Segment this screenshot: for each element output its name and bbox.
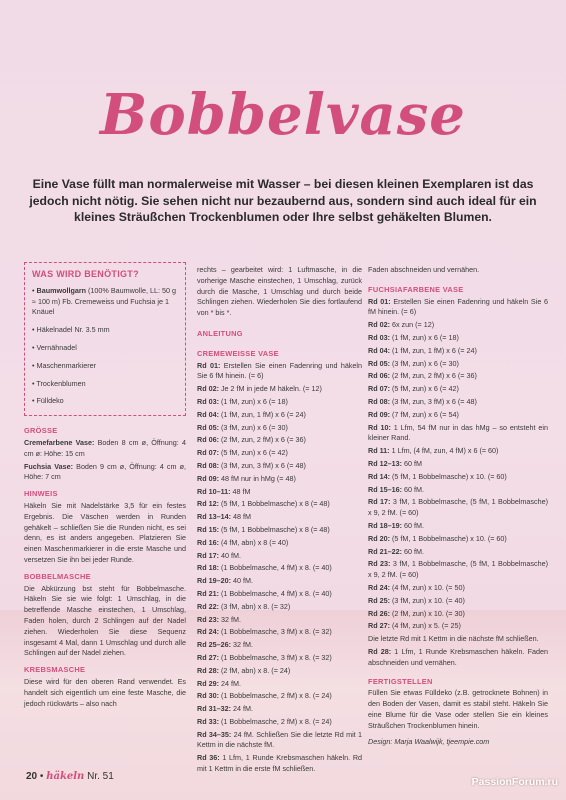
- row-label: Rd 26:: [368, 608, 390, 618]
- row-label: Rd 28:: [197, 665, 219, 675]
- row-label: Rd 23:: [368, 559, 391, 569]
- instruction-row: [368, 297, 548, 319]
- row-text: (1 Bobbelmasche, 4 fM) x 8. (= 40): [218, 588, 332, 598]
- size-heading: GRÖSSE: [24, 426, 58, 436]
- materials-yarn: • Baumwollgarn (100% Baumwolle, LL: 50 g ≈ 100 m) Fb. Cremeweiss und Fuchsia je 1 Knäuel: [32, 285, 176, 317]
- instruction-row: [197, 563, 362, 574]
- row-label: Rd 23:: [197, 614, 219, 624]
- row-label: Rd 04:: [368, 345, 390, 355]
- row-label: Rd 16:: [197, 537, 219, 547]
- row-text: 60 fM.: [401, 520, 424, 530]
- row-label: Rd 06:: [197, 435, 219, 445]
- row-text: (1 fM, zun, 1 fM) x 6 (= 24): [218, 409, 306, 419]
- row-text: 1 Lfm, (4 fM, zun, 4 fM) x 6 (= 60): [389, 446, 499, 456]
- instruction-row: [197, 474, 362, 485]
- instruction-row: [197, 704, 362, 715]
- row-text: (3 fM, zun, 3 fM) x 6 (= 48): [218, 460, 306, 470]
- instruction-row: [368, 497, 548, 519]
- instruction-row: [368, 333, 548, 344]
- row-text: (4 fM, zun) x 5. (= 25): [389, 621, 461, 631]
- row-label: Rd 15–16:: [368, 484, 402, 494]
- row-text: Erstellen Sie einen Fadenring und häkeln Sie 6 fM hinein. (= 6): [368, 296, 548, 317]
- row-label: Rd 21:: [197, 588, 219, 598]
- instruction-row: [197, 666, 362, 677]
- instruction-row: [368, 634, 548, 645]
- row-label: Rd 15:: [197, 524, 219, 534]
- row-label: Rd 05:: [197, 422, 219, 432]
- row-label: Rd 29:: [197, 678, 219, 688]
- instruction-row: [197, 499, 362, 510]
- row-text: 40 fM.: [230, 576, 253, 586]
- instruction-row: [368, 547, 548, 558]
- row-label: Rd 09:: [197, 473, 219, 483]
- row-label: Rd 05:: [368, 358, 390, 368]
- row-label: Rd 33:: [197, 716, 219, 726]
- row-text: (1 fM, zun) x 6 (= 18): [218, 396, 288, 406]
- row-label: Rd 12–13:: [368, 458, 402, 468]
- instruction-row: [368, 596, 548, 607]
- instruction-row: [197, 538, 362, 549]
- krebs-text: Diese wird für den oberen Rand verwendet. Es handelt sich eigentlich um eine feste Masche, die jedoch rückwärts – also nach: [24, 676, 186, 708]
- instruction-row: [197, 461, 362, 472]
- row-label: Rd 34–35:: [197, 729, 232, 739]
- instruction-row: [368, 609, 548, 620]
- instruction-row: [368, 423, 548, 445]
- column-2: [197, 265, 362, 777]
- row-text: 1 Lfm, 54 fM nur in das hMg – so entsteht ein kleiner Rand.: [368, 422, 548, 443]
- row-text: (2 fM, abn) x 8. (= 24): [218, 665, 291, 675]
- row-text: 60 fM.: [401, 546, 424, 556]
- row-text: 48 fM: [230, 512, 251, 522]
- row-text: (1 Bobbelmasche, 3 fM) x 8. (= 32): [218, 627, 332, 637]
- instruction-row: [197, 551, 362, 562]
- materials-heading: WAS WIRD BENÖTIGT?: [32, 269, 139, 279]
- magazine-name: häkeln: [46, 771, 85, 782]
- instruction-row: [368, 359, 548, 370]
- row-label: Rd 36:: [197, 753, 220, 763]
- row-label: Rd 14:: [368, 471, 390, 481]
- materials-item: • Häkelnadel Nr. 3.5 mm: [32, 325, 110, 335]
- instruction-row: [368, 521, 548, 532]
- row-label: Rd 13–14:: [197, 512, 231, 522]
- row-text: (2 fM, zun, 2 fM) x 6 (= 36): [389, 371, 477, 381]
- row-text: 40 fM.: [218, 550, 241, 560]
- row-text: (3 fM, zun) x 6 (= 30): [389, 358, 459, 368]
- row-label: Rd 25:: [368, 595, 390, 605]
- bobble-heading: BOBBELMASCHE: [24, 571, 91, 581]
- hint-heading: HINWEIS: [24, 489, 58, 499]
- row-text: 24 fM.: [218, 678, 241, 688]
- row-label: Rd 12:: [197, 499, 219, 509]
- row-text: (2 fM, zun, 2 fM) x 6 (= 36): [218, 435, 306, 445]
- instruction-row: [368, 583, 548, 594]
- row-label: Rd 06:: [368, 371, 390, 381]
- row-text: 48 fM: [230, 486, 251, 496]
- materials-item: • Trockenblumen: [32, 378, 86, 388]
- row-label: Rd 03:: [368, 332, 390, 342]
- instruction-row: [368, 397, 548, 408]
- instruction-row: [368, 410, 548, 421]
- instruction-row: [197, 753, 362, 775]
- row-text: (5 fM, 1 Bobbelmasche) x 10. (= 60): [389, 471, 507, 481]
- row-text: 6x zun (= 12): [389, 320, 435, 330]
- row-label: Rd 28:: [368, 646, 392, 656]
- instruction-row: [368, 459, 548, 470]
- instruction-row: [197, 423, 362, 434]
- row-label: Rd 24:: [197, 627, 219, 637]
- row-text: 24 fM. Schließen Sie die letzte Rd mit 1 Kettm in die nächste fM.: [197, 729, 362, 750]
- instruction-row: [197, 435, 362, 446]
- row-text: 32 fM.: [230, 640, 253, 650]
- row-text: (3 fM, abn) x 8. (= 32): [218, 601, 291, 611]
- row-text: (1 fM, zun, 1 fM) x 6 (= 24): [389, 345, 477, 355]
- row-text: (5 fM, 1 Bobbelmasche) x 8 (= 48): [218, 524, 330, 534]
- row-label: Rd 08:: [197, 460, 219, 470]
- row-label: Rd 02:: [368, 320, 390, 330]
- row-text: (3 fM, zun) x 6 (= 30): [218, 422, 288, 432]
- issue-number: Nr. 51: [87, 771, 114, 782]
- instruction-row: [368, 346, 548, 357]
- row-text: Erstellen Sie einen Fadenring und häkeln Sie 6 fM hinein. (= 6): [197, 360, 362, 381]
- row-label: Rd 22:: [197, 601, 219, 611]
- column-1: [24, 262, 186, 711]
- row-text: (5 fM, zun) x 6 (= 42): [389, 384, 459, 394]
- intro-text: Eine Vase füllt man normalerweise mit Wasser – bei diesen kleinen Exemplaren ist das jedoch nicht nötig. Sie sehen nicht nur bezaubernd aus, sondern sind auch ideal für ein kleines Sträußchen Trockenblumen oder Ihre selbst gehäkelten Blumen.: [29, 177, 537, 224]
- row-label: Rd 21–22:: [368, 546, 402, 556]
- row-text: 1 Lfm, 1 Runde Krebsmaschen häkeln. Rd mit 1 Kettm in die erste fM schließen.: [197, 753, 363, 774]
- row-label: Rd 10–11:: [197, 486, 231, 496]
- row-text: Je 2 fM in jede M häkeln. (= 12): [218, 384, 322, 394]
- cream-heading: CREMEWEISSE VASE: [197, 348, 279, 358]
- anleitung-heading: ANLEITUNG: [197, 328, 243, 338]
- instruction-row: [197, 640, 362, 651]
- row-text: (1 Bobbelmasche, 4 fM) x 8. (= 40): [218, 563, 332, 573]
- row-text: 1 Lfm, 1 Runde Krebsmaschen häkeln. Faden abschneiden und vernähen.: [368, 646, 548, 667]
- row-label: Rd 31–32:: [197, 704, 231, 714]
- row-label: Rd 04:: [197, 409, 219, 419]
- row-label: Rd 24:: [368, 582, 390, 592]
- instruction-row: [368, 446, 548, 457]
- instruction-row: [197, 615, 362, 626]
- row-label: Rd 09:: [368, 409, 390, 419]
- instruction-row: [197, 691, 362, 702]
- page-footer: [26, 771, 114, 782]
- instruction-row: [197, 653, 362, 664]
- row-label: Rd 27:: [197, 652, 219, 662]
- materials-box: [24, 262, 186, 416]
- row-label: Rd 25–26:: [197, 640, 231, 650]
- row-text: 32 fM.: [218, 614, 241, 624]
- page-title: Bobbelvase: [100, 82, 466, 148]
- row-label: Rd 27:: [368, 621, 390, 631]
- size-fuchsia: Fuchsia Vase: Boden 9 cm ø, Öffnung: 4 cm ø, Höhe: 7 cm: [24, 461, 186, 482]
- instruction-row: [197, 730, 362, 752]
- row-label: Rd 19–20:: [197, 576, 231, 586]
- bobble-text: Die Abkürzung bst steht für Bobbelmasche. Häkeln Sie sie wie folgt: 1 Umschlag, in die betreffende Masche einstechen, 1 Umschlag, Faden holen, durch 2 Schlingen auf der Nadel ziehen. Wiederholen Sie diese Sequenz insgesamt 4 Mal, dann 1 Umschlag und durch alle Schlingen auf der Nadel ziehen.: [24, 583, 186, 658]
- row-text: (2 fM, zun) x 10. (= 30): [389, 608, 465, 618]
- row-text: 24 fM.: [230, 704, 253, 714]
- instruction-row: [197, 487, 362, 498]
- row-text: 3 fM, 1 Bobbelmasche, (5 fM, 1 Bobbelmasche) x 9, 2 fM. (= 60): [368, 497, 548, 518]
- design-credit: Design: Marja Waalwijk, tjeempie.com: [368, 737, 490, 747]
- krebs-heading: KREBSMASCHE: [24, 665, 86, 675]
- row-text: (1 fM, zun) x 6 (= 18): [389, 332, 459, 342]
- instruction-row: [368, 320, 548, 331]
- row-text: (5 fM, 1 Bobbelmasche) x 10. (= 60): [389, 533, 507, 543]
- instruction-row: [197, 512, 362, 523]
- finishing-text: Füllen Sie etwas Fülldeko (z.B. getrocknete Bohnen) in den Boden der Vasen, damit es stabil steht. Häkeln Sie eine Blume für die Vase oder stellen Sie ein kleines Sträußchen Trockenblumen hinein.: [368, 688, 548, 730]
- instruction-row: [368, 647, 548, 669]
- cream-rows: [197, 361, 362, 775]
- instruction-row: [197, 384, 362, 395]
- row-label: Rd 30:: [197, 691, 219, 701]
- instruction-row: [197, 361, 362, 383]
- instruction-row: [368, 485, 548, 496]
- instruction-row: [368, 534, 548, 545]
- instruction-row: [368, 559, 548, 581]
- instruction-row: [368, 472, 548, 483]
- materials-item: • Maschenmarkierer: [32, 360, 97, 370]
- page-number: 20: [26, 771, 38, 782]
- fuchsia-heading: FUCHSIAFARBENE VASE: [368, 284, 464, 294]
- finishing-heading: FERTIGSTELLEN: [368, 676, 433, 686]
- row-text: (5 fM, 1 Bobbelmasche) x 8 (= 48): [218, 499, 330, 509]
- col3-intro: Faden abschneiden und vernähen.: [368, 265, 480, 274]
- instruction-row: [197, 525, 362, 536]
- row-label: Rd 01:: [368, 296, 391, 306]
- row-label: Rd 20:: [368, 533, 390, 543]
- instruction-row: [197, 602, 362, 613]
- row-text: (7 fM, zun) x 6 (= 54): [389, 409, 459, 419]
- row-text: 3 fM, 1 Bobbelmasche, (5 fM, 1 Bobbelmasche) x 9, 2 fM. (= 60): [368, 559, 548, 580]
- instruction-row: [197, 589, 362, 600]
- row-text: Die letzte Rd mit 1 Kettm in die nächste fM schließen.: [368, 634, 539, 644]
- materials-item: • Fülldeko: [32, 396, 64, 406]
- row-label: Rd 01:: [197, 360, 221, 370]
- row-text: 60 fM: [401, 458, 422, 468]
- instruction-row: [197, 627, 362, 638]
- fuchsia-rows: [368, 297, 548, 669]
- instruction-row: [368, 384, 548, 395]
- row-text: (3 fM, zun) x 10. (= 40): [389, 595, 465, 605]
- footer-bullet: •: [39, 771, 44, 782]
- instruction-row: [197, 397, 362, 408]
- instruction-row: [197, 679, 362, 690]
- row-text: 60 fM.: [401, 484, 424, 494]
- row-text: (1 Bobbelmasche, 2 fM) x 8. (= 24): [218, 691, 332, 701]
- col2-intro: rechts – gearbeitet wird: 1 Luftmasche, in die vorherige Masche einstechen, 1 Umschlag, zurück durch die Masche, 1 Umschlag und durch beide Schlingen ziehen. Wiederholen Sie dies fortlaufend von * bis *.: [197, 265, 362, 318]
- instruction-row: [197, 717, 362, 728]
- row-text: (1 Bobbelmasche, 2 fM) x 8. (= 24): [218, 716, 332, 726]
- materials-item: • Vernähnadel: [32, 342, 77, 352]
- row-label: Rd 07:: [368, 384, 390, 394]
- hint-text: Häkeln Sie mit Nadelstärke 3,5 für ein festes Ergebnis. Die Väschen werden in Runden gehäkelt – schließen Sie die Runden nicht, es sei denn, es ist anders angegeben. Platzieren Sie einen Maschenmarkierer in die erste Masche und versetzen Sie ihn bei jeder Runde.: [24, 500, 186, 564]
- row-label: Rd 02:: [197, 384, 219, 394]
- row-label: Rd 03:: [197, 396, 219, 406]
- instruction-row: [197, 448, 362, 459]
- row-text: (1 Bobbelmasche, 3 fM) x 8. (= 32): [218, 652, 332, 662]
- instruction-row: [368, 371, 548, 382]
- instruction-row: [368, 621, 548, 632]
- row-label: Rd 17:: [197, 550, 219, 560]
- row-label: Rd 17:: [368, 497, 391, 507]
- row-text: (3 fM, zun, 3 fM) x 6 (= 48): [389, 396, 477, 406]
- row-label: Rd 11:: [368, 446, 390, 456]
- row-label: Rd 18:: [197, 563, 219, 573]
- row-label: Rd 07:: [197, 448, 219, 458]
- instruction-row: [197, 576, 362, 587]
- row-text: 48 fM nur in hMg (= 48): [218, 473, 296, 483]
- instruction-row: [197, 410, 362, 421]
- row-label: Rd 08:: [368, 396, 390, 406]
- row-text: (4 fM, zun) x 10. (= 50): [389, 582, 465, 592]
- row-text: (4 fM, abn) x 8 (= 40): [218, 537, 289, 547]
- size-cream: Cremefarbene Vase: Boden 8 cm ø, Öffnung: 4 cm ø: Höhe: 15 cm: [24, 437, 186, 458]
- row-text: (5 fM, zun) x 6 (= 42): [218, 448, 288, 458]
- column-3: [368, 265, 548, 750]
- watermark: PassionForum.ru: [471, 776, 558, 788]
- row-label: Rd 18–19:: [368, 520, 402, 530]
- row-label: Rd 10:: [368, 422, 391, 432]
